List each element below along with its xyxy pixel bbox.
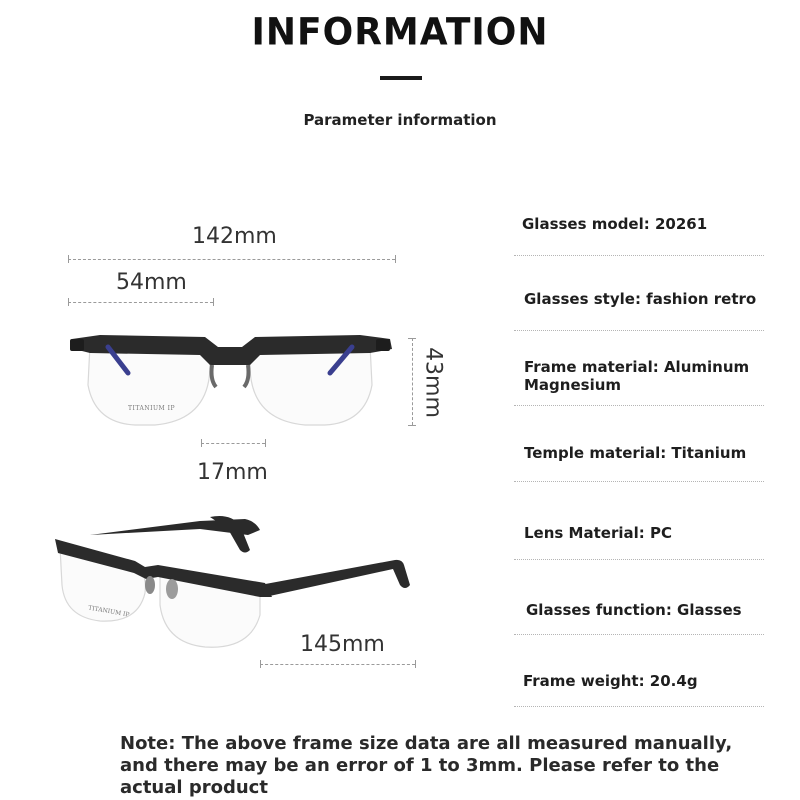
section-subtitle: Parameter information bbox=[303, 111, 497, 129]
total-width-line bbox=[68, 259, 395, 260]
total-width-tick-right bbox=[395, 255, 396, 263]
temple-length-line bbox=[260, 664, 415, 665]
bridge-width-label: 17mm bbox=[197, 460, 268, 485]
spec-lens-material: Lens Material: PC bbox=[524, 524, 672, 542]
spec-divider bbox=[514, 634, 764, 635]
spec-style: Glasses style: fashion retro bbox=[524, 290, 757, 308]
lens-height-label-box bbox=[407, 342, 457, 422]
page-title: INFORMATION bbox=[251, 10, 549, 55]
spec-divider bbox=[514, 255, 764, 256]
front-imprint: TITANIUM IP bbox=[128, 405, 176, 412]
lens-width-label: 54mm bbox=[116, 270, 187, 295]
lens-height-label: 43mm bbox=[420, 347, 446, 418]
lens-width-tick-right bbox=[213, 298, 214, 306]
bridge-width-tick-left bbox=[201, 439, 202, 447]
spec-divider bbox=[514, 405, 764, 406]
spec-divider bbox=[514, 330, 764, 331]
measurement-note: Note: The above frame size data are all measured manually, and there may be an error of 1 to 3mm. Please refer to the actual product bbox=[120, 733, 733, 798]
spec-model: Glasses model: 20261 bbox=[522, 215, 708, 233]
glasses-front-illustration bbox=[60, 325, 400, 435]
title-underline bbox=[380, 76, 422, 80]
lens-height-tick-top bbox=[408, 338, 416, 339]
spec-divider bbox=[514, 559, 764, 560]
lens-width-tick-left bbox=[68, 298, 69, 306]
side-imprint: TITANIUM IP bbox=[87, 604, 130, 619]
spec-divider bbox=[514, 481, 764, 482]
temple-length-label: 145mm bbox=[300, 632, 385, 657]
spec-function: Glasses function: Glasses bbox=[526, 601, 742, 619]
temple-length-tick-left bbox=[260, 660, 261, 668]
bridge-width-line bbox=[201, 443, 265, 444]
total-width-label: 142mm bbox=[192, 224, 277, 249]
temple-length-tick-right bbox=[415, 660, 416, 668]
lens-width-line bbox=[68, 302, 213, 303]
total-width-tick-left bbox=[68, 255, 69, 263]
spec-divider bbox=[514, 706, 764, 707]
bridge-width-tick-right bbox=[265, 439, 266, 447]
spec-temple-material: Temple material: Titanium bbox=[524, 444, 747, 462]
spec-frame-material: Frame material: Aluminum Magnesium bbox=[524, 358, 750, 394]
spec-weight: Frame weight: 20.4g bbox=[523, 672, 698, 690]
lens-height-tick-bottom bbox=[408, 425, 416, 426]
